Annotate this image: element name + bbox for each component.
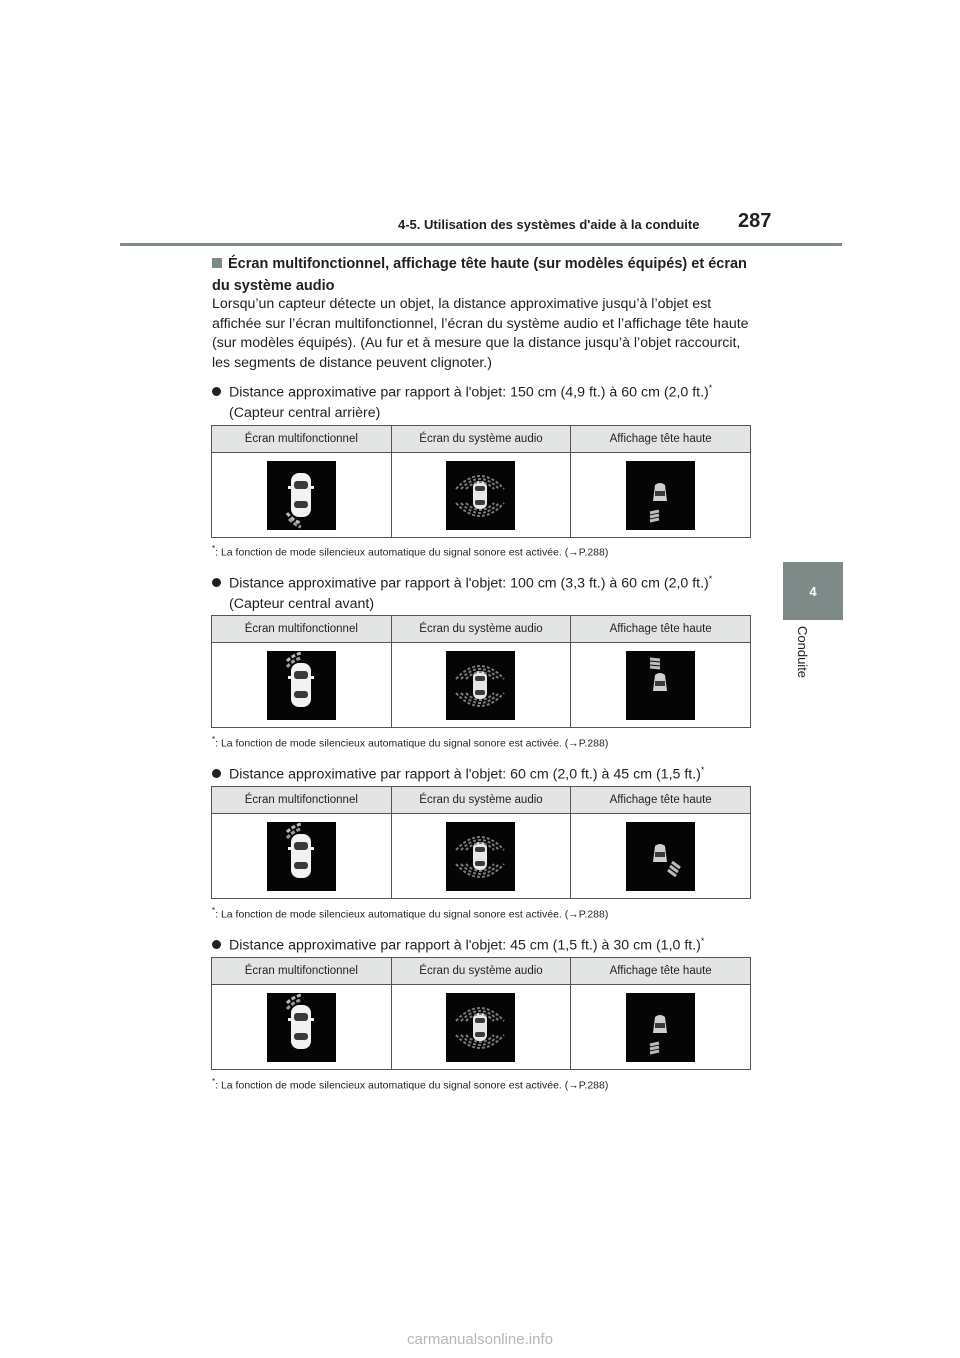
footnote-marker: * xyxy=(700,936,705,946)
page-number: 287 xyxy=(738,210,772,232)
footnote-marker: * xyxy=(212,906,216,915)
cell-hud xyxy=(571,643,751,728)
multi-display-image xyxy=(267,822,336,891)
audio-display-image xyxy=(446,993,515,1062)
section-heading xyxy=(212,253,752,297)
cell-multi xyxy=(212,643,392,728)
display-table xyxy=(211,957,751,1070)
hud-display-image xyxy=(626,822,695,891)
footnote-marker: * xyxy=(212,735,216,744)
heading-square-icon xyxy=(212,258,222,268)
footnote xyxy=(212,544,608,559)
bullet-item xyxy=(212,931,772,956)
display-table xyxy=(211,425,751,538)
bullet-text: Distance approximative par rapport à l'objet: 150 cm (4,9 ft.) à 60 cm (2,0 ft.) xyxy=(229,384,709,401)
cell-multi xyxy=(212,814,392,899)
hud-display-image xyxy=(626,651,695,720)
bullet-icon xyxy=(212,387,221,396)
chapter-tab: 4 xyxy=(783,562,843,620)
bullet-subtext: (Capteur central arrière) xyxy=(229,404,381,421)
bullet-text: Distance approximative par rapport à l'objet: 60 cm (2,0 ft.) à 45 cm (1,5 ft.) xyxy=(229,766,701,783)
bullet-item xyxy=(212,378,772,423)
footnote-text: : La fonction de mode silencieux automatique du signal sonore est activée. (→P.288) xyxy=(215,1079,609,1092)
bullet-item xyxy=(212,760,772,785)
footnote-marker: * xyxy=(708,574,713,584)
header-divider xyxy=(120,243,842,246)
chapter-label: Conduite xyxy=(795,626,810,679)
bullet-subtext: (Capteur central avant) xyxy=(229,595,375,612)
cell-audio xyxy=(391,643,571,728)
col-header-multi: Écran multifonctionnel xyxy=(212,616,392,643)
footnote xyxy=(212,906,608,921)
footnote-text: : La fonction de mode silencieux automatique du signal sonore est activée. (→P.288) xyxy=(215,908,609,921)
cell-audio xyxy=(391,814,571,899)
multi-display-image xyxy=(267,651,336,720)
footnote-marker: * xyxy=(708,383,713,393)
display-table xyxy=(211,786,751,899)
col-header-multi: Écran multifonctionnel xyxy=(212,787,392,814)
col-header-hud: Affichage tête haute xyxy=(571,958,751,985)
hud-display-image xyxy=(626,993,695,1062)
heading-text: Écran multifonctionnel, affichage tête haute (sur modèles équipés) et écran du système audio xyxy=(212,256,747,294)
col-header-audio: Écran du système audio xyxy=(391,426,571,453)
footnote-text: : La fonction de mode silencieux automatique du signal sonore est activée. (→P.288) xyxy=(215,546,609,559)
multi-display-image xyxy=(267,993,336,1062)
col-header-hud: Affichage tête haute xyxy=(571,616,751,643)
footnote-marker: * xyxy=(700,765,705,775)
audio-display-image xyxy=(446,461,515,530)
intro-paragraph: Lorsqu’un capteur détecte un objet, la distance approximative jusqu’à l’objet est affichée sur l’écran multifonctionnel, l’écran du système audio et l’affichage tête haute (sur modèles équipés). (Au fur et à mesure que la distance jusqu’à l’objet raccourcit, les segments de distance peuvent clignoter.) xyxy=(212,296,749,371)
cell-multi xyxy=(212,453,392,538)
col-header-hud: Affichage tête haute xyxy=(571,426,751,453)
footnote-marker: * xyxy=(212,1077,216,1086)
display-table xyxy=(211,615,751,728)
bullet-icon xyxy=(212,940,221,949)
bullet-icon xyxy=(212,769,221,778)
audio-display-image xyxy=(446,822,515,891)
cell-multi xyxy=(212,985,392,1070)
footnote-marker: * xyxy=(212,544,216,553)
cell-hud xyxy=(571,814,751,899)
cell-audio xyxy=(391,453,571,538)
col-header-multi: Écran multifonctionnel xyxy=(212,426,392,453)
cell-hud xyxy=(571,985,751,1070)
watermark: carmanualsonline.info xyxy=(407,1331,553,1348)
col-header-hud: Affichage tête haute xyxy=(571,787,751,814)
footnote xyxy=(212,1077,608,1092)
cell-hud xyxy=(571,453,751,538)
footnote-text: : La fonction de mode silencieux automatique du signal sonore est activée. (→P.288) xyxy=(215,737,609,750)
bullet-item xyxy=(212,569,772,614)
bullet-text: Distance approximative par rapport à l'objet: 100 cm (3,3 ft.) à 60 cm (2,0 ft.) xyxy=(229,575,709,592)
bullet-text: Distance approximative par rapport à l'objet: 45 cm (1,5 ft.) à 30 cm (1,0 ft.) xyxy=(229,937,701,954)
footnote xyxy=(212,735,608,750)
header-section-title: 4-5. Utilisation des systèmes d'aide à la conduite xyxy=(398,217,700,232)
multi-display-image xyxy=(267,461,336,530)
audio-display-image xyxy=(446,651,515,720)
col-header-audio: Écran du système audio xyxy=(391,787,571,814)
hud-display-image xyxy=(626,461,695,530)
col-header-audio: Écran du système audio xyxy=(391,616,571,643)
col-header-audio: Écran du système audio xyxy=(391,958,571,985)
bullet-icon xyxy=(212,578,221,587)
cell-audio xyxy=(391,985,571,1070)
col-header-multi: Écran multifonctionnel xyxy=(212,958,392,985)
